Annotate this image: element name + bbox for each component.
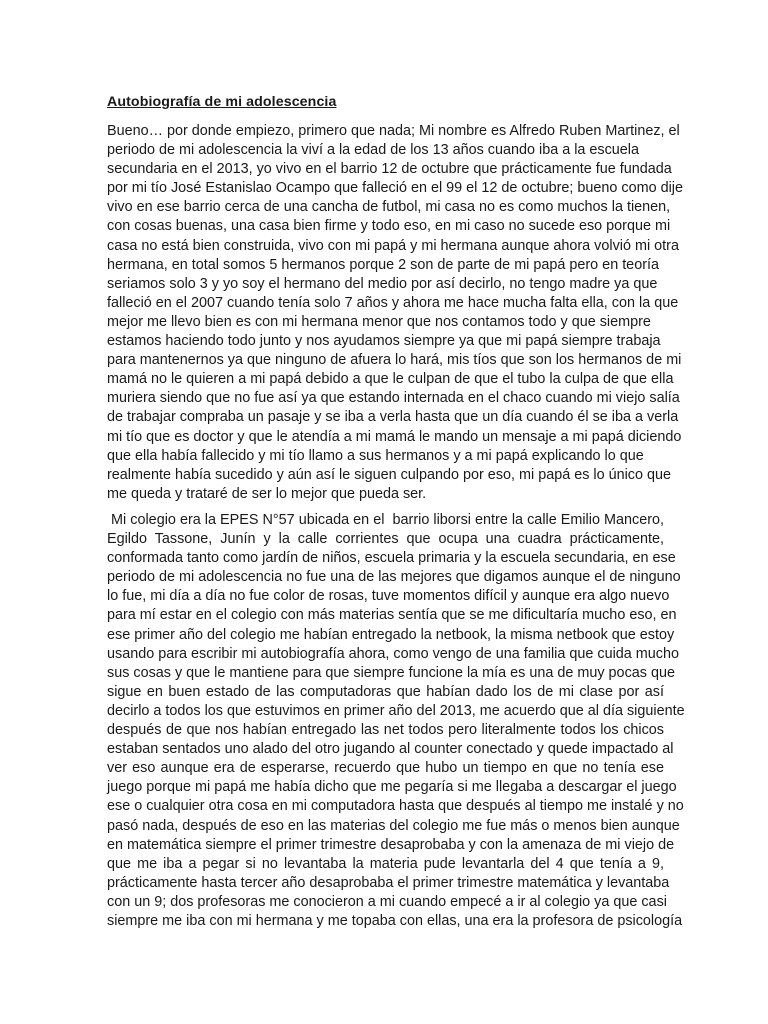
- text-line: ver eso aunque era de esperarse, recuerdo que hubo un tiempo en que no tenía ese: [107, 760, 664, 777]
- paragraph-school: [107, 511, 685, 931]
- text-line: vivo en ese barrio cerca de una cancha de futbol, mi casa no es como muchos la tienen,: [107, 199, 671, 216]
- document-title: Autobiografía de mi adolescencia: [107, 94, 337, 110]
- text-line: lo fue, mi día a día no fue color de rosas, tuve momentos difícil y aunque era algo nuevo: [107, 588, 670, 605]
- text-line: prácticamente hasta tercer año desaprobaba el primer trimestre matemática y levantaba: [107, 874, 670, 891]
- text-line: juego porque mi papá me había dicho que me pegaría si me llegaba a descargar el juego: [107, 779, 677, 796]
- text-line: secundaria en el 2013, yo vivo en el barrio 12 de octubre que prácticamente fue fundada: [107, 161, 672, 178]
- text-line: me queda y trataré de ser lo mejor que pueda ser.: [107, 485, 427, 502]
- text-line: mamá no le quieren a mi papá debido a que le culpan de que el tubo la culpa de que ella: [107, 371, 674, 388]
- text-line: mi tío que es doctor y que le atendía a mi mamá le mando un mensaje a mi papá diciendo: [107, 428, 682, 445]
- text-line: Egildo Tassone, Junín y la calle corrientes que ocupa una cuadra prácticamente,: [107, 531, 664, 548]
- text-line: estaban sentados uno alado del otro jugando al counter conectado y quede impactado al: [107, 741, 674, 758]
- text-line: Mi colegio era la EPES N°57 ubicada en el barrio liborsi entre la calle Emilio Mancero,: [107, 512, 664, 528]
- text-line: hermana, en total somos 5 hermanos porque 2 son de parte de mi papá pero en teoría: [107, 256, 659, 273]
- text-line: pasó nada, después de eso en las materias del colegio me fue más o menos bien aunque: [107, 817, 680, 834]
- text-line: después de que nos habían entregado las net todos pero literalmente todos los chicos: [107, 722, 664, 739]
- text-line: en matemática siempre el primer trimestre desaprobaba y con la amenaza de mi viejo de: [107, 836, 675, 853]
- text-line: con un 9; dos profesoras me conocieron a mi cuando empecé a ir al colegio ya que casi: [107, 893, 667, 910]
- text-line: casa no está bien construida, vivo con mi papá y mi hermana aunque ahora volvió mi otra: [107, 237, 679, 254]
- text-line: seriamos solo 3 y yo soy el hermano del medio por así decirlo, no tengo madre ya que: [107, 275, 658, 292]
- text-line: muriera siendo que no fue así ya que estando internada en el chaco cuando mi viejo salía: [107, 390, 680, 407]
- text-line: con cosas buenas, una casa bien firme y todo eso, en mi caso no sucede eso porque mi: [107, 218, 671, 235]
- paragraph-family: [107, 122, 683, 504]
- text-line: estamos haciendo todo junto y nos ayudamos siempre ya que mi papá siempre trabaja: [107, 333, 661, 350]
- text-line: ese o cualquier otra cosa en mi computadora hasta que después al tiempo me instalé y no: [107, 798, 684, 815]
- text-line: decirlo a todos los que estuvimos en primer año del 2013, me acuerdo que al día siguiente: [107, 702, 685, 719]
- text-line: siempre me iba con mi hermana y me topaba con ellas, una era la profesora de psicología: [107, 912, 683, 929]
- text-line: Bueno… por donde empiezo, primero que nada; Mi nombre es Alfredo Ruben Martinez, el: [107, 123, 680, 139]
- text-line: que me iba a pegar si no levantaba la materia pude levantarla del 4 que tenía a 9,: [107, 855, 664, 872]
- text-line: periodo de mi adolescencia no fue una de las mejores que digamos aunque el de ninguno: [107, 569, 681, 586]
- text-line: para mantenernos ya que ninguno de afuera lo hará, mis tíos que son los hermanos de mi: [107, 352, 682, 369]
- text-line: sigue en buen estado de las computadoras que habían dado los de mi clase por así: [107, 683, 664, 700]
- text-line: periodo de mi adolescencia la viví a la edad de los 13 años cuando iba a la escuela: [107, 142, 640, 159]
- text-line: por mi tío José Estanislao Ocampo que falleció en el 99 el 12 de octubre; bueno como dije: [107, 180, 683, 197]
- text-line: realmente había sucedido y aún así le siguen culpando por eso, mi papá es lo único que: [107, 466, 672, 483]
- text-line: sus cosas y que le mantiene para que siempre funcione la mía es una de muy pocas que: [107, 664, 675, 681]
- text-line: que ella había fallecido y mi tío llamo a sus hermanos y a mi papá explicando lo que: [107, 447, 644, 464]
- text-line: conformada tanto como jardín de niños, escuela primaria y la escuela secundaria, en ese: [107, 550, 676, 567]
- text-line: mejor me llevo bien es con mi hermana menor que nos contamos todo y que siempre: [107, 313, 651, 330]
- text-line: para mí estar en el colegio con más materias sentía que se me dificultaría mucho eso, en: [107, 607, 677, 624]
- text-line: de trabajar compraba un pasaje y se iba a verla hasta que un día cuando él se iba a verla: [107, 409, 679, 426]
- text-line: falleció en el 2007 cuando tenía solo 7 años y ahora me hace mucha falta ella, con la que: [107, 294, 679, 311]
- text-line: ese primer año del colegio me habían entregado la netbook, la misma netbook que estoy: [107, 626, 675, 643]
- text-line: usando para escribir mi autobiografía ahora, como vengo de una familia que cuida mucho: [107, 645, 679, 662]
